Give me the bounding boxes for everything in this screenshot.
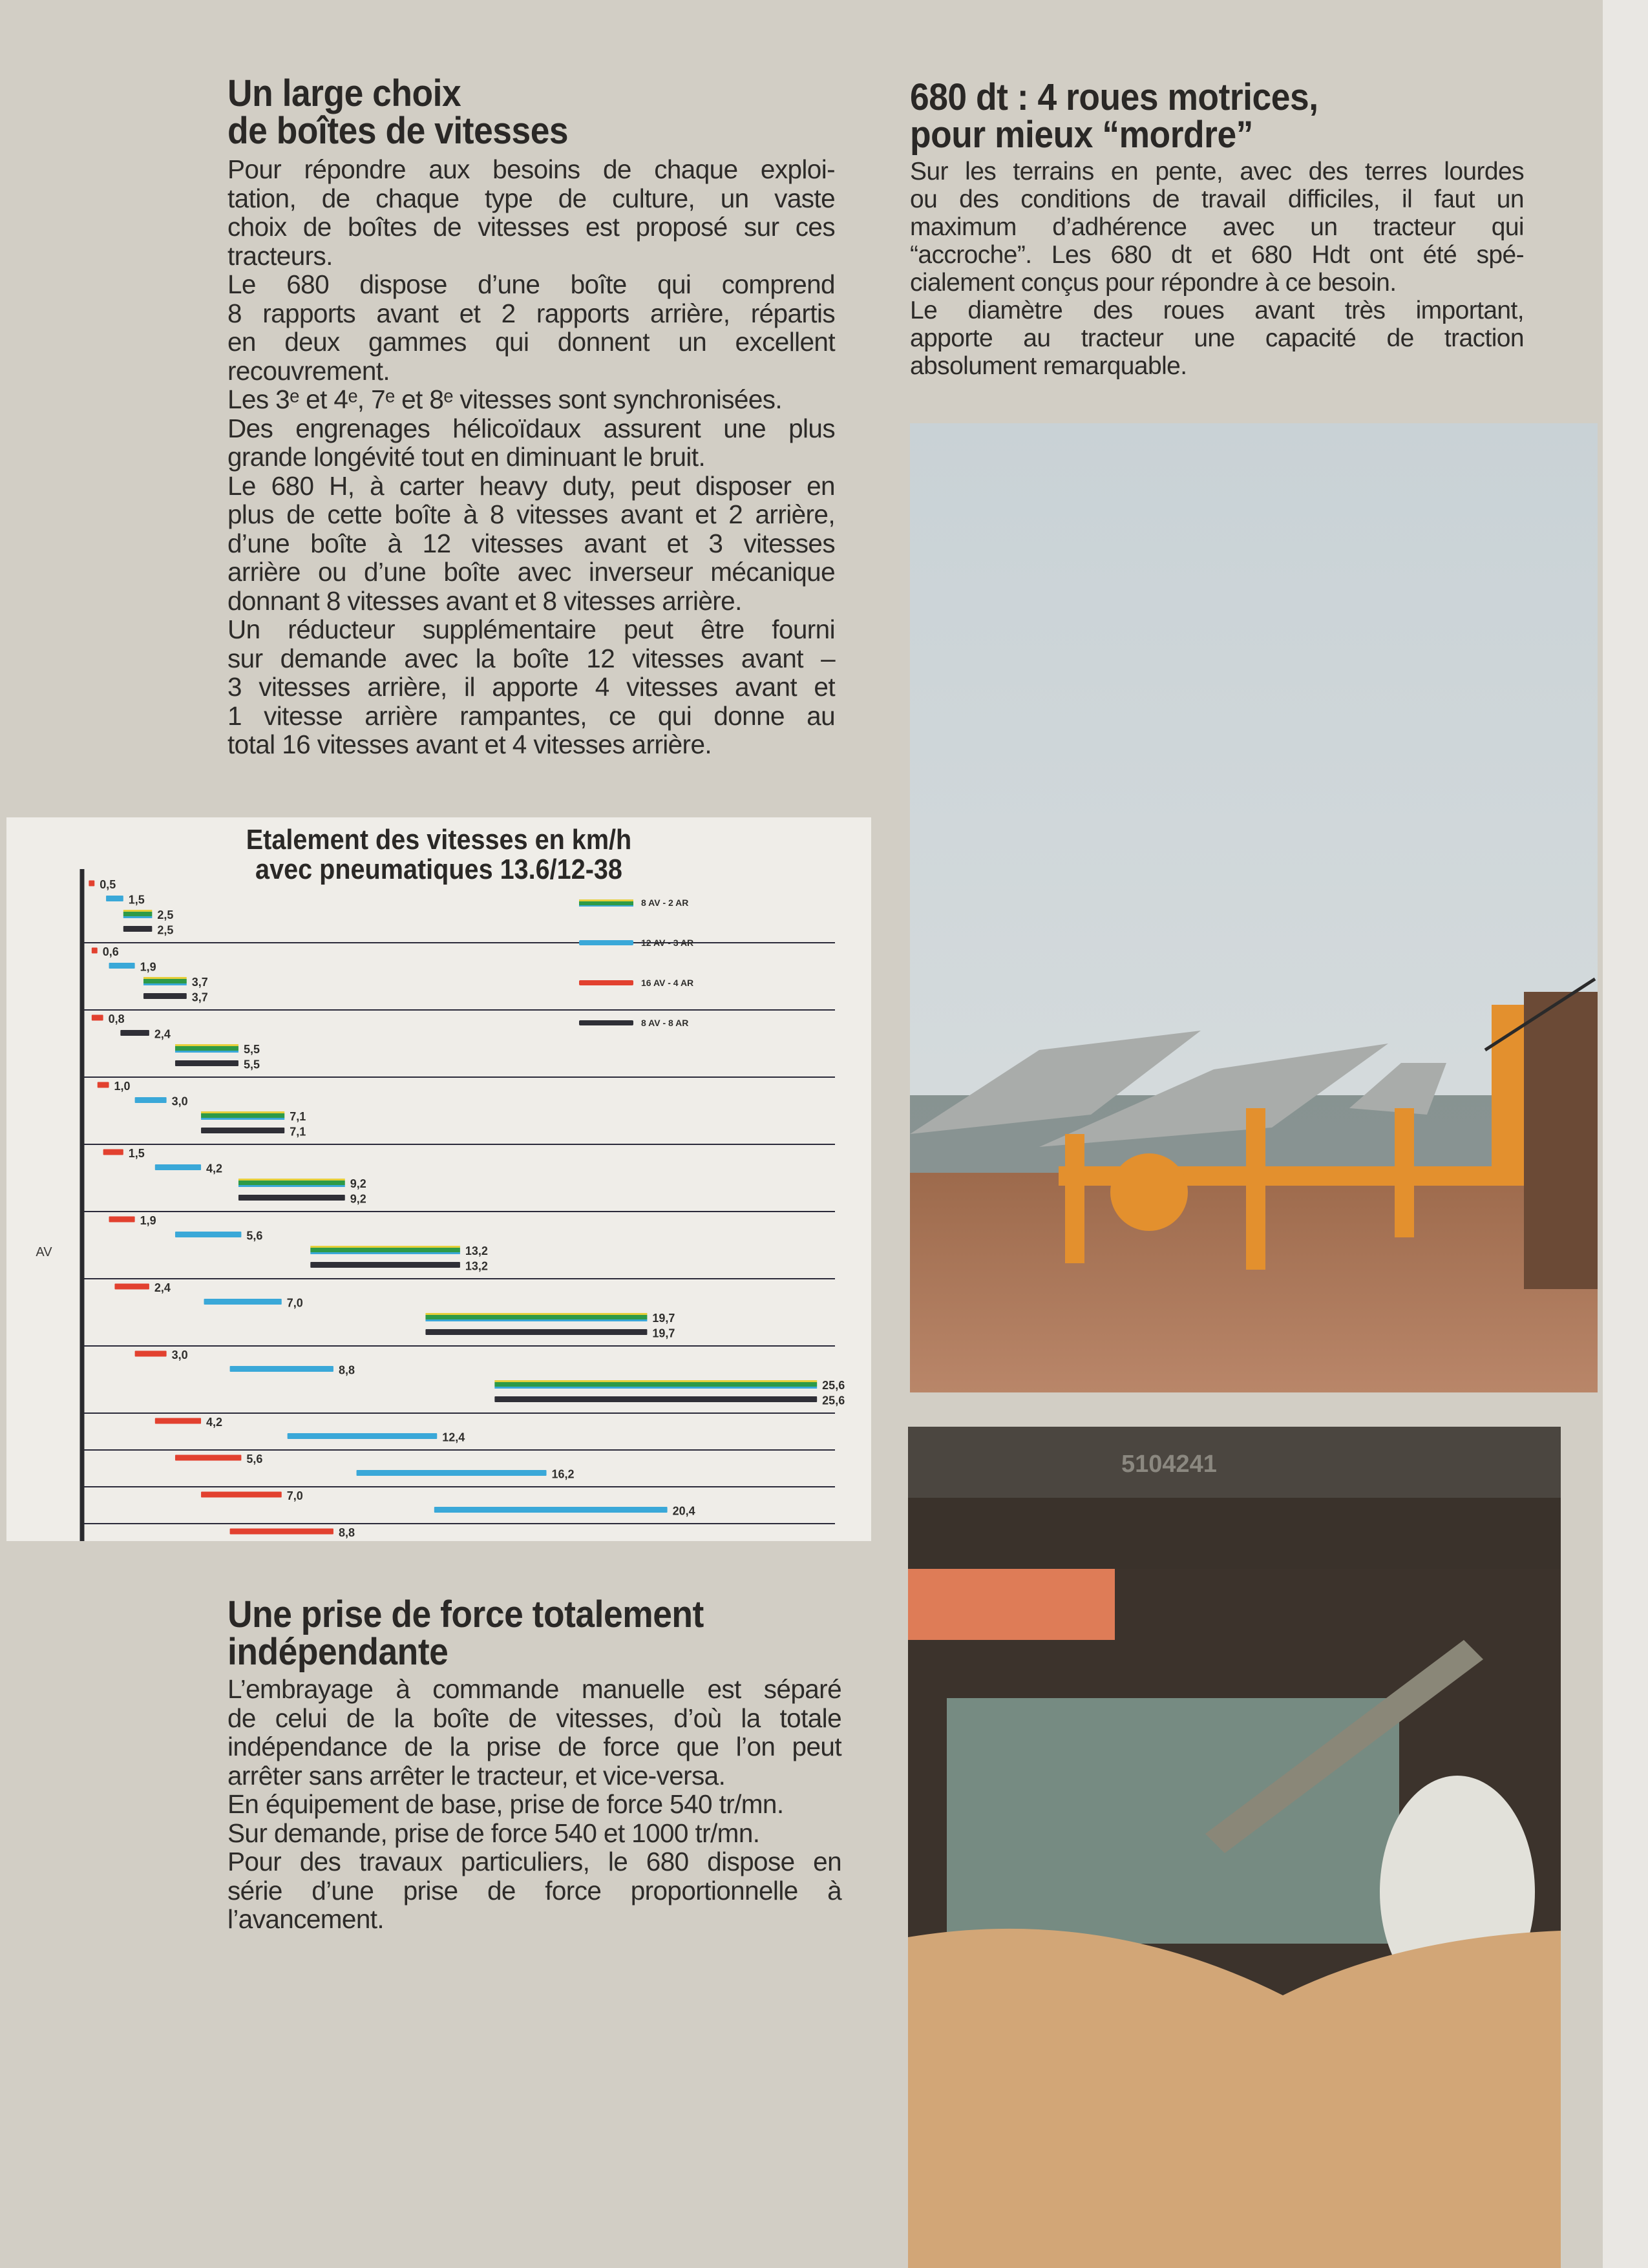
photo-plough (910, 423, 1598, 1392)
fourwd-text-line: apporte au tracteur une capacité de traction (910, 324, 1524, 352)
bar-value-label: 3,0 (171, 1095, 188, 1108)
section-pto (227, 1593, 841, 1934)
pto-text-line: arrêter sans arrêter le tracteur, et vice-versa. (227, 1760, 726, 1790)
pto-text-line: L’embrayage à commande manuelle est séparé (227, 1674, 841, 1704)
photo-underside-art (908, 1427, 1561, 2268)
bar-12av-3ar (135, 1097, 167, 1103)
fourwd-text-line: absolument remarquable. (910, 352, 1187, 380)
pto-text-line: série d’une prise de force proportionnelle à (227, 1875, 841, 1906)
bar-8av-8ar (494, 1396, 817, 1402)
bar-stripe-top (175, 1044, 238, 1046)
bar-12av-3ar (155, 1164, 201, 1170)
bar-value-label: 0,5 (100, 878, 116, 891)
pto-text-line: de celui de la boîte de vitesses, d’où la totale (227, 1703, 841, 1733)
bar-value-label: 13,2 (465, 1244, 488, 1257)
gearbox-text-line: sur demande avec la boîte 12 vitesses avant – (227, 643, 835, 673)
bar-16av-4ar (98, 1082, 109, 1088)
bar-value-label: 1,0 (114, 1080, 131, 1093)
bar-16av-4ar (175, 1455, 241, 1461)
pto-text-line: Sur demande, prise de force 540 et 1000 tr/mn. (227, 1818, 760, 1848)
section-title-gearbox-line1: Un large choix (227, 72, 461, 114)
bar-value-label: 2,4 (154, 1281, 171, 1294)
bar-value-label: 3,7 (191, 991, 208, 1004)
bar-value-label: 1,5 (128, 893, 145, 907)
legend-swatch-stripe (579, 905, 633, 907)
gearbox-text-line: Les 3ᵉ et 4ᵉ, 7ᵉ et 8ᵉ vitesses sont synchronisées. (227, 384, 783, 414)
bar-stripe-bottom (425, 1319, 647, 1321)
bar-value-label: 2,5 (157, 908, 174, 921)
speed-chart (6, 817, 871, 1541)
bar-value-label: 0,6 (102, 945, 119, 958)
gearbox-text-line: tation, de chaque type de culture, un vaste (227, 183, 835, 213)
fourwd-text-line: Sur les terrains en pente, avec des terres lourdes (910, 158, 1524, 185)
bar-stripe-bottom (201, 1118, 284, 1120)
chart-title-line1: Etalement des vitesses en km/h (246, 824, 632, 856)
legend-swatch (579, 1020, 633, 1025)
bar-stripe-bottom (143, 983, 187, 985)
gearbox-text-line: 8 rapports avant et 2 rapports arrière, répartis (227, 298, 835, 328)
bar-stripe-bottom (494, 1387, 817, 1389)
gearbox-text-line: choix de boîtes de vitesses est proposé sur ces (227, 212, 835, 242)
pto-text-line: En équipement de base, prise de force 540 tr/mn. (227, 1789, 784, 1819)
bar-value-label: 5,5 (243, 1043, 260, 1056)
bar-value-label: 19,7 (652, 1327, 675, 1340)
bar-value-label: 7,0 (286, 1296, 303, 1310)
section-4wd (910, 76, 1524, 380)
gearbox-text-line: grande longévité tout en diminuant le bruit. (227, 442, 706, 472)
legend-label: 8 AV - 8 AR (641, 1018, 689, 1028)
photo-tractor-underside (908, 1427, 1561, 2268)
bar-value-label: 7,0 (286, 1489, 303, 1502)
bar-value-label: 3,0 (171, 1349, 188, 1361)
bar-value-label: 3,7 (191, 976, 208, 989)
frame-number: 5104241 (1121, 1451, 1217, 1478)
bar-stripe-top (123, 910, 153, 912)
bar-value-label: 4,2 (206, 1416, 223, 1429)
bar-value-label: 20,4 (672, 1504, 695, 1518)
bar-12av-3ar (230, 1366, 333, 1372)
bar-value-label: 12,4 (442, 1431, 465, 1444)
bar-8av-2ar (123, 912, 153, 916)
gearbox-text-line: Des engrenages hélicoïdaux assurent une plus (227, 413, 835, 443)
legend-label: 8 AV - 2 AR (641, 898, 689, 908)
bar-12av-3ar (288, 1433, 438, 1439)
legend-label: 12 AV - 3 AR (641, 938, 694, 948)
gearbox-text-line: recouvrement. (227, 355, 390, 386)
bar-stripe-top (238, 1179, 345, 1181)
bar-12av-3ar (204, 1299, 282, 1305)
section-title-gearbox-line2: de boîtes de vitesses (227, 110, 569, 152)
gearbox-text-line: donnant 8 vitesses avant et 8 vitesses arrière. (227, 585, 742, 616)
gearbox-text-line: Un réducteur supplémentaire peut être fourni (227, 614, 835, 644)
bar-8av-8ar (120, 1030, 149, 1036)
section-title-pto-line1: Une prise de force totalement (227, 1593, 704, 1635)
bar-value-label: 16,2 (551, 1467, 575, 1481)
bar-value-label: 8,8 (338, 1363, 355, 1377)
bar-12av-3ar (106, 896, 123, 901)
gearbox-text-line: Pour répondre aux besoins de chaque exploi- (227, 154, 835, 184)
chart-title (50, 825, 828, 885)
bar-8av-2ar (425, 1315, 647, 1319)
gearbox-text-line: en deux gammes qui donnent un excellent (227, 327, 835, 357)
bar-16av-4ar (135, 1351, 167, 1357)
bar-value-label: 19,7 (652, 1312, 675, 1325)
bar-value-label: 4,2 (206, 1162, 223, 1175)
gearbox-text-line: 1 vitesse arrière rampantes, ce qui donne au (227, 700, 835, 731)
bar-8av-8ar (201, 1128, 284, 1133)
bar-8av-8ar (175, 1060, 238, 1066)
fourwd-text-line: “accroche”. Les 680 dt et 680 Hdt ont été spé- (910, 241, 1524, 269)
bar-stripe-top (143, 977, 187, 979)
bar-12av-3ar (434, 1507, 668, 1513)
page-edge (1603, 0, 1648, 2268)
bar-value-label: 5,6 (246, 1453, 263, 1465)
speed-chart-card (6, 817, 871, 1541)
bar-16av-4ar (114, 1284, 149, 1290)
bar-value-label: 13,2 (465, 1259, 488, 1273)
bar-value-label: 0,8 (108, 1013, 125, 1025)
bar-stripe-bottom (123, 916, 153, 918)
fourwd-text-line: cialement conçus pour répondre à ce besoin. (910, 269, 1397, 297)
bar-stripe-bottom (238, 1185, 345, 1187)
photo-plough-art (910, 423, 1598, 1392)
bar-stripe-bottom (310, 1252, 460, 1254)
bar-16av-4ar (92, 948, 98, 954)
bar-stripe-top (310, 1246, 460, 1248)
gearbox-text-line: plus de cette boîte à 8 vitesses avant et 2 arrière, (227, 499, 835, 529)
chart-title-line2: avec pneumatiques 13.6/12-38 (255, 854, 622, 885)
pto-text-line: Pour des travaux particuliers, le 680 dispose en (227, 1847, 841, 1876)
gearbox-text-line: d’une boîte à 12 vitesses avant et 3 vitesses (227, 528, 835, 558)
bar-value-label: 9,2 (350, 1177, 366, 1190)
bar-8av-8ar (238, 1195, 345, 1201)
legend-swatch-stripe (579, 899, 633, 901)
pto-text-line: l’avancement. (227, 1904, 385, 1934)
bar-8av-2ar (310, 1248, 460, 1252)
bar-value-label: 9,2 (350, 1192, 366, 1206)
bar-stripe-top (494, 1380, 817, 1382)
gearbox-text-line: Le 680 dispose d’une boîte qui comprend (227, 269, 835, 299)
bar-value-label: 2,4 (154, 1027, 171, 1041)
bar-8av-2ar (494, 1382, 817, 1387)
bar-value-label: 1,9 (140, 960, 156, 974)
section-body-gearbox (227, 155, 835, 759)
bar-16av-4ar (155, 1418, 201, 1424)
bar-value-label: 1,5 (128, 1147, 145, 1160)
bar-value-label: 5,5 (243, 1058, 260, 1071)
fourwd-text-line: Le diamètre des roues avant très important, (910, 297, 1524, 324)
bar-8av-2ar (238, 1181, 345, 1185)
section-title-4wd-line2: pour mieux “mordre” (910, 114, 1253, 156)
bar-8av-2ar (201, 1113, 284, 1118)
bar-stripe-top (425, 1313, 647, 1315)
bar-16av-4ar (109, 1217, 135, 1223)
gearbox-text-line: arrière ou d’une boîte avec inverseur mécanique (227, 557, 835, 587)
bar-16av-4ar (103, 1150, 123, 1155)
fourwd-text-line: ou des conditions de travail difficiles, il faut un (910, 185, 1524, 213)
bar-8av-8ar (143, 993, 187, 999)
bar-value-label: 2,5 (157, 923, 174, 937)
section-title-pto-line2: indépendante (227, 1631, 449, 1673)
bar-value-label: 8,8 (338, 1526, 355, 1539)
bar-8av-2ar (175, 1046, 238, 1051)
bar-value-label: 25,6 (822, 1379, 845, 1392)
legend-swatch (579, 980, 633, 985)
bar-8av-8ar (123, 926, 153, 932)
bar-value-label: 25,6 (822, 1394, 845, 1407)
bar-16av-4ar (92, 1015, 103, 1021)
bar-16av-4ar (230, 1529, 333, 1535)
section-body-pto (227, 1675, 841, 1934)
bar-12av-3ar (357, 1470, 547, 1476)
legend-label: 16 AV - 4 AR (641, 978, 694, 988)
bar-8av-8ar (310, 1262, 460, 1268)
bar-stripe-bottom (175, 1051, 238, 1053)
bar-12av-3ar (109, 963, 135, 969)
gearbox-text-line: 3 vitesses arrière, il apporte 4 vitesses avant et (227, 672, 835, 702)
bar-8av-8ar (425, 1329, 647, 1335)
bar-value-label: 1,9 (140, 1214, 156, 1227)
gearbox-text-line: total 16 vitesses avant et 4 vitesses arrière. (227, 730, 712, 759)
pto-text-line: indépendance de la prise de force que l’on peut (227, 1732, 841, 1761)
section-body-4wd (910, 158, 1524, 380)
bar-12av-3ar (175, 1232, 241, 1237)
section-gearbox (227, 72, 835, 759)
group-label-av: AV (36, 1244, 52, 1259)
bar-value-label: 7,1 (290, 1125, 306, 1139)
gearbox-text-line: tracteurs. (227, 240, 333, 271)
section-title-4wd-line1: 680 dt : 4 roues motrices, (910, 76, 1318, 118)
fourwd-text-line: maximum d’adhérence avec un tracteur qui (910, 213, 1524, 241)
legend-swatch (579, 940, 633, 945)
legend-swatch-8av-2ar (579, 901, 633, 905)
bar-stripe-top (201, 1111, 284, 1113)
bar-8av-2ar (143, 979, 187, 983)
bar-value-label: 5,6 (246, 1229, 263, 1243)
bar-value-label: 7,1 (290, 1110, 306, 1123)
gearbox-text-line: Le 680 H, à carter heavy duty, peut disposer en (227, 470, 835, 501)
bar-16av-4ar (201, 1492, 282, 1498)
